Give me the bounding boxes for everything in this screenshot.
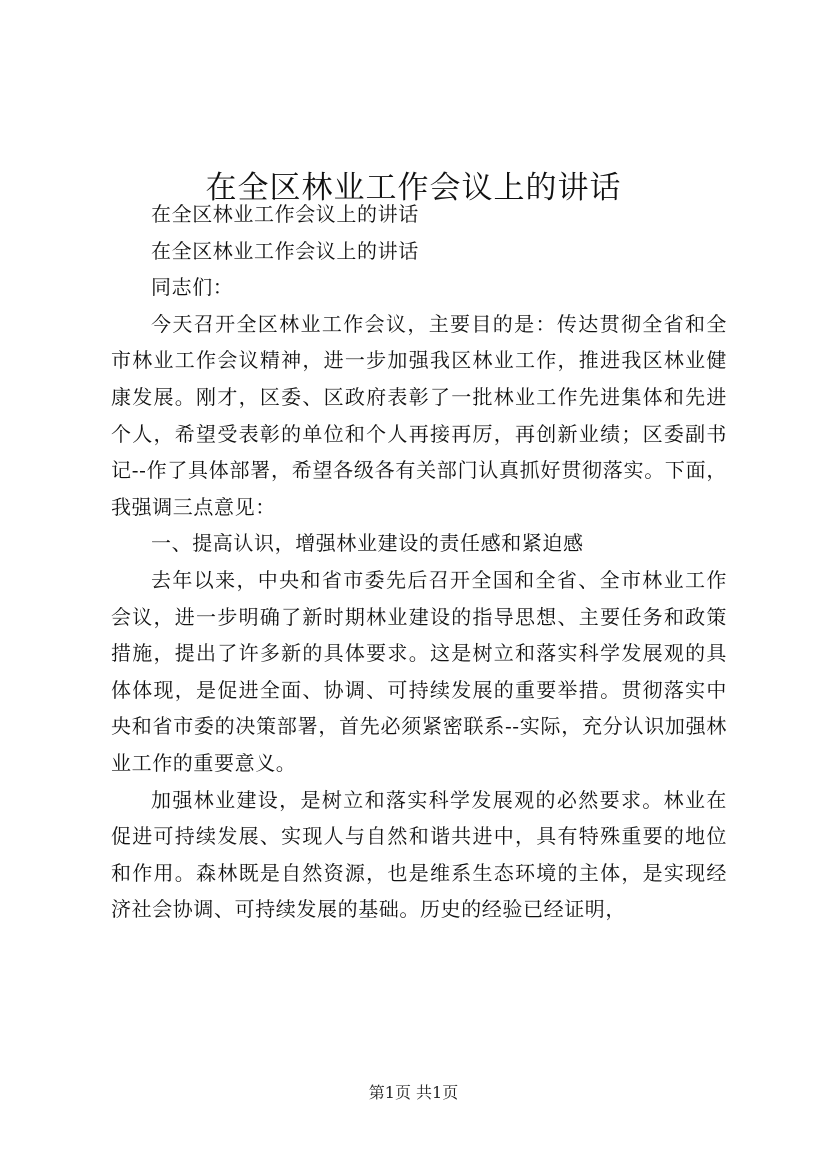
page-total: 1 xyxy=(432,1083,443,1102)
section-heading: 一、提高认识，增强林业建设的责任感和紧迫感 xyxy=(151,531,584,556)
page-suffix: 页 xyxy=(442,1083,459,1102)
body-paragraph: 加强林业建设，是树立和落实科学发展观的必然要求。林业在促进可持续发展、实现人与自然和谐共进中，具有特殊重要的地位和作用。森林既是自然资源，也是维系生态环境的主体，是实现经济社会协调、可持续发展的基础。历史的经验已经证明， xyxy=(111,787,727,922)
body-paragraph: 今天召开全区林业工作会议，主要目的是：传达贯彻全省和全市林业工作会议精神，进一步加强我区林业工作，推进我区林业健康发展。刚才，区委、区政府表彰了一批林业工作先进集体和先进个人，希望受表彰的单位和个人再接再厉，再创新业绩；区委副书记--作了具体部署，希望各级各有关部门认真抓好贯彻落实。下面，我强调三点意见： xyxy=(111,311,727,519)
page-footer xyxy=(0,1080,827,1103)
body-paragraph: 去年以来，中央和省市委先后召开全国和全省、全市林业工作会议，进一步明确了新时期林业建设的指导思想、主要任务和政策措施，提出了许多新的具体要求。这是树立和落实科学发展观的具体体现，是促进全面、协调、可持续发展的重要举措。贯彻落实中央和省市委的决策部署，首先必须紧密联系--实际，充分认识加强林业工作的重要意义。 xyxy=(111,567,727,775)
document-title: 在全区林业工作会议上的讲话 xyxy=(205,169,622,206)
page-mid: 页 共 xyxy=(394,1083,433,1102)
body-paragraph: 在全区林业工作会议上的讲话 xyxy=(151,238,419,263)
page-prefix: 第 xyxy=(368,1083,385,1102)
greeting-paragraph: 同志们： xyxy=(151,275,234,300)
body-paragraph: 在全区林业工作会议上的讲话 xyxy=(151,202,419,226)
document-body xyxy=(111,196,727,928)
page-current: 1 xyxy=(384,1083,395,1102)
